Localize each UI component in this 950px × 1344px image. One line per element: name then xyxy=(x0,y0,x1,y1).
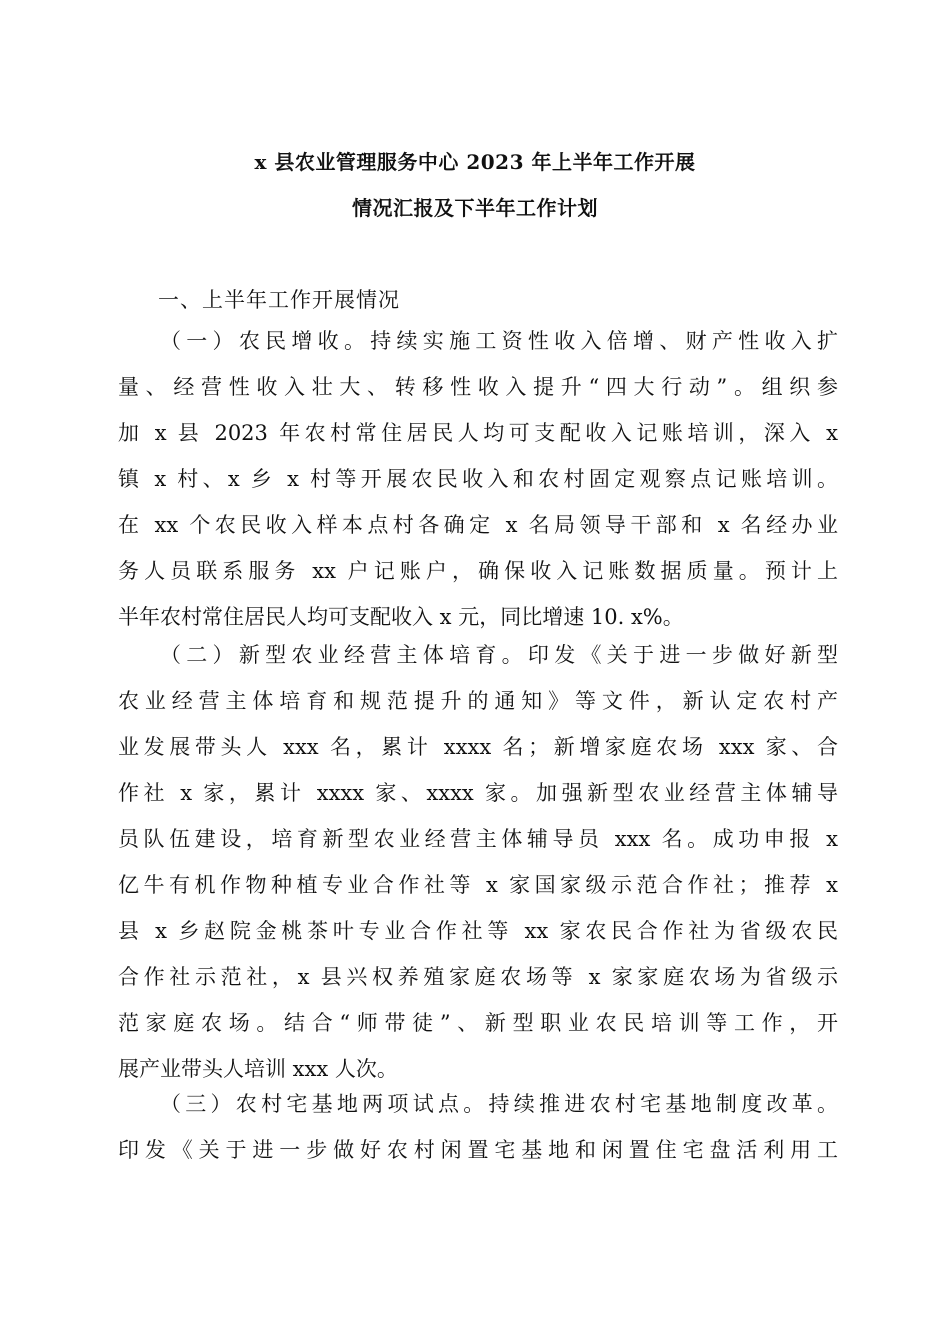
paragraph-homestead-pilot xyxy=(118,1081,838,1173)
paragraph-text: 持续实施工资性收入倍增、财产性收入扩 xyxy=(370,329,839,353)
paragraph-line: 镇 x 村、x 乡 x 村等开展农民收入和农村固定观察点记账培训。 xyxy=(118,467,838,491)
paragraph-line: 范家庭农场。结合“师带徒”、新型职业农民培训等工作，开 xyxy=(118,1011,838,1035)
paragraph-line: 作社 x 家，累计 xxxx 家、xxxx 家。加强新型农业经营主体辅导 xyxy=(118,781,838,805)
paragraph-lead: （三）农村宅基地两项试点。 xyxy=(160,1092,489,1116)
paragraph-line: 印发《关于进一步做好农村闲置宅基地和闲置住宅盘活利用工 xyxy=(118,1138,838,1162)
paragraph-line xyxy=(118,1081,838,1127)
paragraph-line: 加 x 县 2023 年农村常住居民人均可支配收入记账培训，深入 x xyxy=(118,421,838,445)
section-heading: 一、上半年工作开展情况 xyxy=(158,288,400,312)
paragraph-line: 业发展带头人 xxx 名，累计 xxxx 名；新增家庭农场 xxx 家、合 xyxy=(118,735,838,759)
paragraph-line: 亿牛有机作物种植专业合作社等 x 家国家级示范合作社；推荐 x xyxy=(118,873,838,897)
document-title-line-1: x 县农业管理服务中心 2023 年上半年工作开展 xyxy=(254,150,696,174)
paragraph-line: 县 x 乡赵院金桃茶叶专业合作社等 xx 家农民合作社为省级农民 xyxy=(118,919,838,943)
paragraph-line: 展产业带头人培训 xxx 人次。 xyxy=(118,1057,398,1081)
paragraph-lead: （二）新型农业经营主体培育。 xyxy=(160,643,528,667)
paragraph-line: 员队伍建设，培育新型农业经营主体辅导员 xxx 名。成功申报 x xyxy=(118,827,838,851)
paragraph-lead: （一）农民增收。 xyxy=(160,329,371,353)
paragraph-line xyxy=(118,318,838,364)
document-title-line-2: 情况汇报及下半年工作计划 xyxy=(352,196,598,220)
paragraph-line: 量、经营性收入壮大、转移性收入提升“四大行动”。组织参 xyxy=(118,375,838,399)
paragraph-line: 半年农村常住居民人均可支配收入 x 元，同比增速 10. x%。 xyxy=(118,605,684,629)
paragraph-text: 印发《关于进一步做好新型 xyxy=(527,643,839,667)
paragraph-text: 持续推进农村宅基地制度改革。 xyxy=(488,1092,838,1116)
paragraph-farmer-income xyxy=(118,318,838,640)
paragraph-line: 在 xx 个农民收入样本点村各确定 x 名局领导干部和 x 名经办业 xyxy=(118,513,838,537)
paragraph-line: 农业经营主体培育和规范提升的通知》等文件，新认定农村产 xyxy=(118,689,838,713)
paragraph-line: 务人员联系服务 xx 户记账户，确保收入记账数据质量。预计上 xyxy=(118,559,838,583)
paragraph-new-business-entities xyxy=(118,632,838,1092)
paragraph-line: 合作社示范社，x 县兴权养殖家庭农场等 x 家家庭农场为省级示 xyxy=(118,965,838,989)
paragraph-line xyxy=(118,632,838,678)
